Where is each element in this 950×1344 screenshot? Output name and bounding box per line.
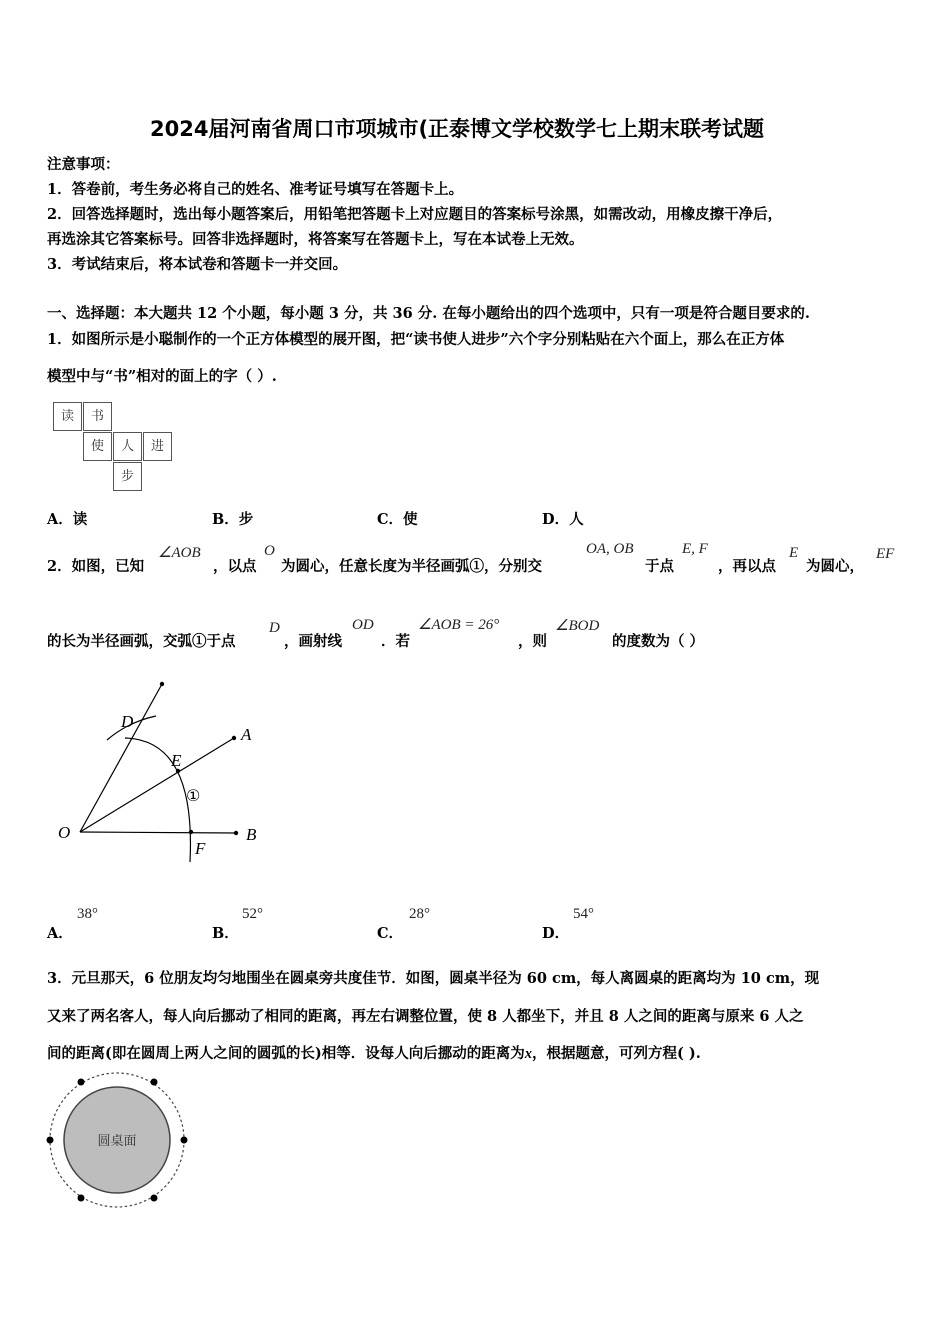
seat-dot [151,1079,158,1086]
q2-option-c-value: 28° [409,906,430,922]
q3-line3-text: ，根据题意，可列方程( ). [531,1045,701,1062]
ray-ob [80,832,236,833]
net-cell: 人 [113,432,142,461]
q2-math: OA, OB [586,541,634,557]
q1-option-c[interactable]: C．使 [377,511,418,528]
net-cell: 使 [83,432,112,461]
q1-option-d[interactable]: D．人 [542,511,584,528]
label-o: O [58,823,71,842]
point-d [160,682,164,686]
label-d: D [121,712,134,731]
point-b [234,831,238,835]
q2-option-d-value: 54° [573,906,594,922]
net-cell: 书 [83,402,112,431]
label-e: E [171,751,182,770]
angle-figure [50,670,280,880]
q1-option-a[interactable]: A．读 [47,511,88,528]
q2-math: ∠AOB = 26° [418,617,500,633]
q2-option-b-value: 52° [242,906,263,922]
q2-math: OD [352,617,374,633]
q2-option-a[interactable]: A． [47,925,73,942]
q2-math: D [269,620,280,636]
section-heading: 一、选择题：本大题共 12 个小题，每小题 3 分，共 36 分. 在每小题给出的四个选项中，只有一项是符合题目要求的. [47,305,810,322]
q2-math: ∠AOB [158,545,201,561]
q2-option-c[interactable]: C． [377,925,404,942]
q2-text: 为圆心， [806,558,864,575]
q3-variable: x [524,1046,532,1062]
point-a [232,736,236,740]
point-f [189,830,193,834]
ray-od [80,684,162,832]
q2-text: 2．如图，已知 [47,558,145,575]
q2-text: ，画射线 [284,633,342,650]
q3-line1: 3．元旦那天，6 位朋友均匀地围坐在圆桌旁共度佳节．如图，圆桌半径为 60 cm，每人离圆桌的距离均为 10 cm，现 [47,970,820,987]
q2-text: ，再以点 [718,558,776,575]
net-cell: 进 [143,432,172,461]
q2-math: O [264,543,275,559]
notice-item-1: 1．答卷前，考生务必将自己的姓名、准考证号填写在答题卡上。 [47,181,464,198]
q1-line1: 1．如图所示是小聪制作的一个正方体模型的展开图，把“读书使人进步”六个字分别粘贴在六个面上，那么在正方体 [47,331,785,348]
page-title: 2024届河南省周口市项城市(正泰博文学校数学七上期末联考试题 [150,117,765,141]
q2-text: 为圆心，任意长度为半径画弧①，分别交 [281,558,542,575]
seat-dot [47,1137,54,1144]
q3-line2: 又来了两名客人，每人向后挪动了相同的距离，再左右调整位置，使 8 人都坐下，并且 8 人之间的距离与原来 6 人之 [47,1008,804,1025]
q2-math: ∠BOD [555,618,600,634]
notice-item-2-line1: 2．回答选择题时，选出每小题答案后，用铅笔把答题卡上对应题目的答案标号涂黑，如需改动，用橡皮擦干净后， [47,206,783,223]
q3-line3-text: 间的距离(即在圆周上两人之间的圆弧的长)相等．设每人向后挪动的距离为 [47,1045,525,1062]
notice-item-2-line2: 再选涂其它答案标号。回答非选择题时，将答案写在答题卡上，写在本试卷上无效。 [47,231,584,248]
label-f: F [195,839,206,858]
q2-text: ．若 [381,633,410,650]
seat-dot [78,1079,85,1086]
label-arc: ① [186,786,201,805]
net-cell: 步 [113,462,142,491]
q2-math: EF [876,546,895,562]
q2-text: ，以点 [213,558,257,575]
q2-text: 的长为半径画弧，交弧①于点 [47,633,236,650]
ray-oa [80,738,234,832]
q2-option-a-value: 38° [77,906,98,922]
q3-line3 [47,1042,701,1063]
round-table-figure [42,1070,192,1212]
q2-option-b[interactable]: B． [212,925,239,942]
net-cell: 读 [53,402,82,431]
q2-math: E [789,545,799,561]
notice-heading: 注意事项： [47,156,120,173]
seat-dot [151,1195,158,1202]
notice-item-3: 3．考试结束后，将本试卷和答题卡一并交回。 [47,256,348,273]
q1-option-b[interactable]: B．步 [212,511,254,528]
label-a: A [241,725,252,744]
seat-dot [181,1137,188,1144]
q1-line2: 模型中与“书”相对的面上的字（ ）. [47,368,277,385]
q2-text: 的度数为（ ） [612,633,705,650]
q2-text: 于点 [645,558,674,575]
seat-dot [78,1195,85,1202]
q2-math: E, F [682,541,708,557]
table-label: 圆桌面 [97,1134,137,1149]
label-b: B [246,825,257,844]
q2-text: ，则 [518,633,547,650]
q2-option-d[interactable]: D． [542,925,570,942]
